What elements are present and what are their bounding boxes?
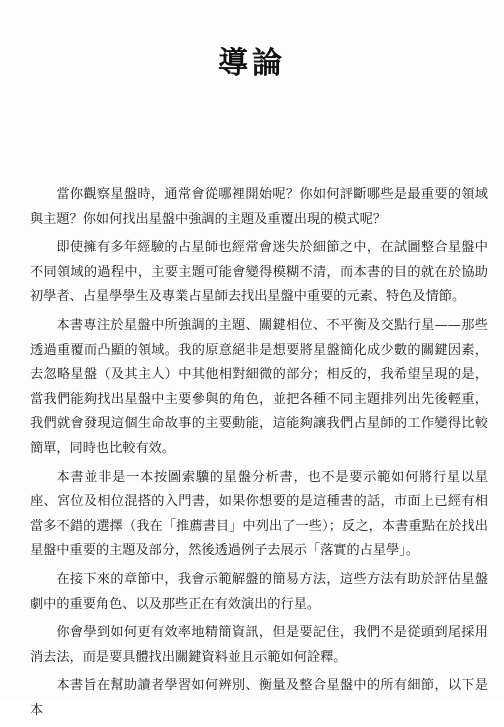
paragraph: 本書並非是一本按圖索驥的星盤分析書，也不是要示範如何將行星以星座、宮位及相位混搭的入門書，如果你想要的是這種書的話，市面上已經有相當多不錯的選擇（我在「推薦書目」中列出了一些）；反之，本書重點在於找出星盤中重要的主題及部分，然後透過例子去展示「落實的占星學」。 [30, 469, 488, 559]
paragraph: 當你觀察星盤時，通常會從哪裡開始呢？你如何評斷哪些是最重要的領域與主題？你如何找出星盤中強調的主題及重覆出現的模式呢？ [30, 187, 488, 227]
body-text [30, 183, 488, 727]
paragraph: 本書專注於星盤中所強調的主題、關鍵相位、不平衡及交點行星——那些透過重覆而凸顯的領域。我的原意絕非是想要將星盤簡化成少數的關鍵因素，去忽略星盤（及其主人）中其他相對細微的部分；相反的，我希望呈現的是，當我們能夠找出星盤中主要參與的角色，並把各種不同主題排列出先後輕重，我們就會發現這個生命故事的主要動能，這能夠讓我們占星師的工作變得比較簡單，同時也比較有效。 [30, 317, 488, 456]
page-title: 導論 [218, 46, 286, 81]
paragraph: 本書旨在幫助讀者學習如何辨別、衡量及整合星盤中的所有細節，以下是本 [30, 678, 488, 718]
paragraph: 在接下來的章節中，我會示範解盤的簡易方法，這些方法有助於評估星盤劇中的重要角色、以及那些正在有效演出的行星。 [30, 571, 488, 612]
paragraph: 即使擁有多年經驗的占星師也經常會迷失於細節之中，在試圖整合星盤中不同領域的過程中，主要主題可能會變得模糊不清，而本書的目的就在於協助初學者、占星學學生及專業占星師去找出星盤中重要的元素、特色及情節。 [30, 240, 488, 305]
paragraph: 你會學到如何更有效率地精簡資訊，但是要記住，我們不是從頭到尾採用消去法，而是要具體找出關鍵資料並且示範如何詮釋。 [30, 625, 488, 665]
